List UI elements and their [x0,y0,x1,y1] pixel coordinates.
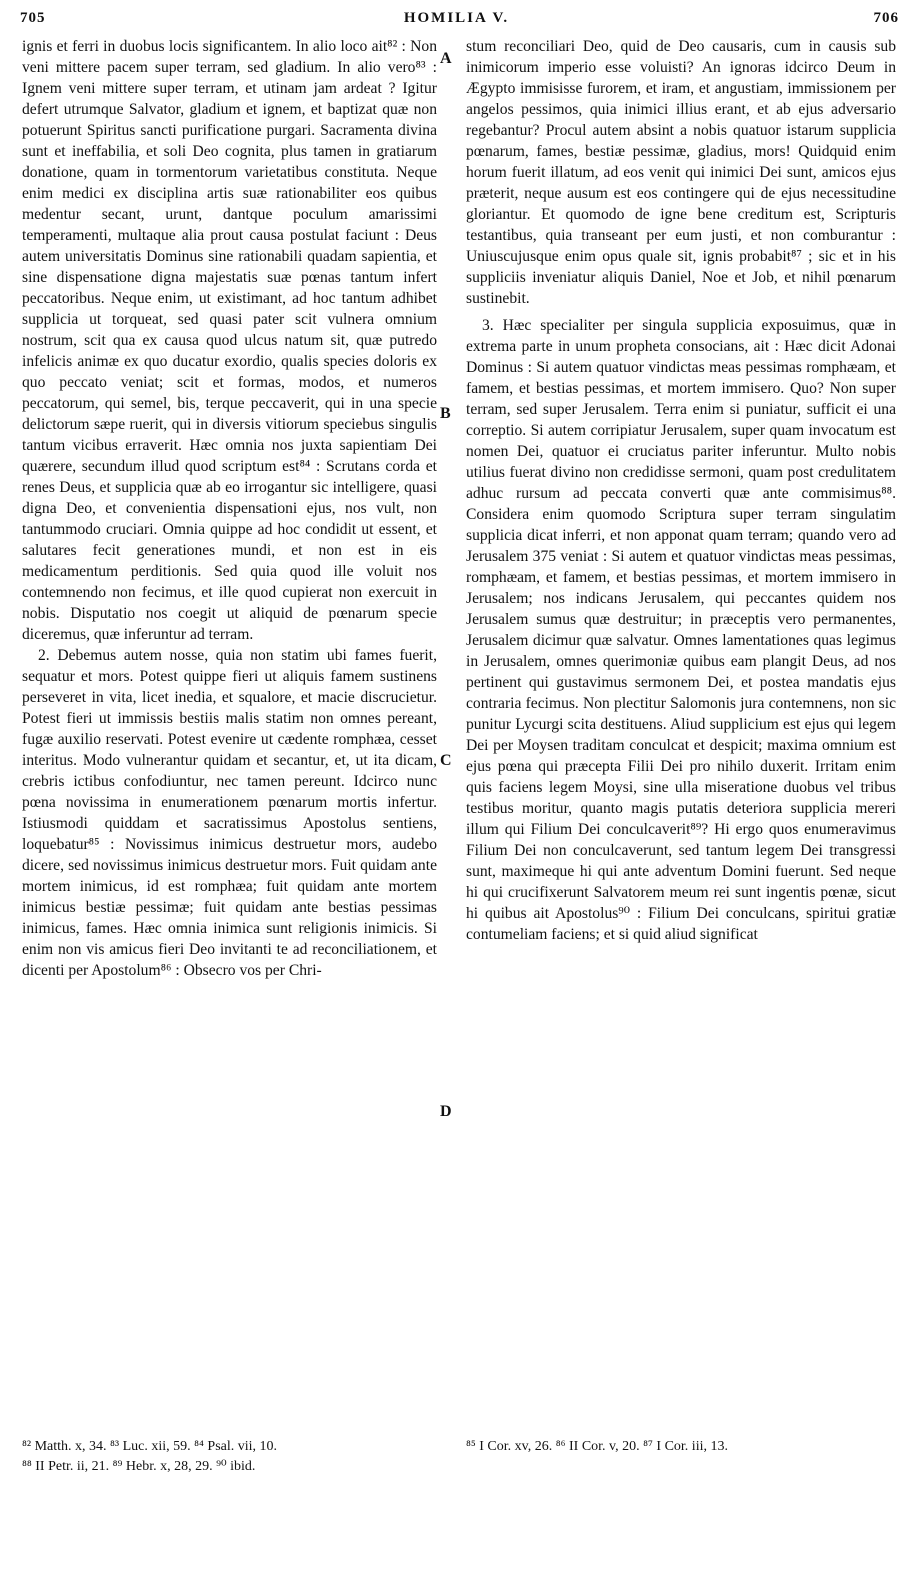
right-paragraph-1: stum reconciliari Deo, quid de Deo causaris, cum in causis sub inimicorum imperio esse voluisti? An ignoras idcirco Deum in Ægypto immisisse furorem, et iram, et angustiam, immissionem per angelos pessimos, quia inimici illius erant, et ab ejus adversario regebantur? Procul autem absint a nobis quatuor istarum supplicia pœnarum, fames, bestiæ pessimæ, gladius, mors! Quidquid enim horum fuerit illatum, ad eos venit qui inimici Dei sunt, amicos ejus præterit, neque ausum est eos contingere qui de ejus necessitudine gloriantur. Et quomodo de igne bene creditum est, Scripturis testantibus, quia transeant per eum justi, et non comburantur : Uniuscujusque enim opus quale sit, ignis probabit⁸⁷ ; sic et in his suppliciis inveniatur aliquis Daniel, Noe et Job, et nihil pœnarum sustinebit. [466,38,896,307]
footnote-line: ⁸⁸ II Petr. ii, 21. ⁸⁹ Hebr. x, 28, 29. ⁹⁰ ibid. [22,1459,256,1474]
page-header [0,0,913,34]
footnote-line: ⁸⁵ I Cor. xv, 26. ⁸⁶ II Cor. v, 20. ⁸⁷ I Cor. iii, 13. [466,1439,728,1454]
margin-letter-b: B [440,405,451,422]
left-column [22,36,437,981]
right-column [466,36,896,945]
running-title: HOMILIA V. [403,10,510,26]
margin-letter-d: D [440,1103,452,1120]
left-paragraph-2: 2. Debemus autem nosse, quia non statim ubi fames fuerit, sequatur et mors. Potest quippe fieri ut aliquis famem sustinens perseveret in vita, licet inedia, et squalore, et macie discrucietur. Potest fieri ut immissis bestiis malis statim non omnes pereant, fugæ auxilio reservati. Potest evenire ut cædente romphæa, cesset interitus. Modo vulnerantur quidam et secantur, et, ut ita dicam, crebris ictibus confodiuntur, nec tamen pereunt. Idcirco nunc pœna novissima in enumerationem pœnarum mortis infertur. Istiusmodi quiddam et sacratissimus Apostolus sentiens, loquebatur⁸⁵ : Novissimus inimicus destruetur mors, audebo dicere, sed novissimus inimicus destruetur mors. Fuit quidam ante mortem inimicus, id est romphæa; fuit quidam ante mortem inimicus bestiæ pessimæ; fuit quidam ante bestias pessimas inimicus, fames. Hæc omnia inimica sunt religionis inimicis. Si enim non vis amicus fieri Deo invitanti te ad reconciliationem, et dicenti per Apostolum⁸⁶ : Obsecro vos per Chri- [22,647,437,979]
footnote-line: ⁸² Matth. x, 34. ⁸³ Luc. xii, 59. ⁸⁴ Psal. vii, 10. [22,1439,278,1454]
right-paragraph-2: 3. Hæc specialiter per singula supplicia exposuimus, quæ in extrema parte in unum propheta consocians, ait : Hæc dicit Adonai Dominus : Si autem quatuor vindictas meas pessimas romphæam, et famem, et bestias pessimas, et mortem immisero. Quo? Non super terram, sed super Jerusalem. Terra enim si puniatur, sufficit ei una correptio. Si autem corripiatur Jerusalem, super quam invocatum est nomen Dei, quatuor ei cruciatus pariter inferuntur. Multo nobis utilius fuerat divino non credidisse sermoni, quam post credulitatem adhuc rursum ad peccata converti quæ ante commisimus⁸⁸. Considera enim quomodo Scriptura super terram singulatim supplicia dicat inferri, et non apponat quam terram; quando vero ad Jerusalem 375 veniat : Si autem et quatuor vindictas meas pessimas, romphæam, et famem, et bestias pessimas, et mortem immisero in Jerusalem; nos indicans Jerusalem, qui peccantes quidem nos Jerusalem sumus quæ destruitur; in præceptis vero permanentes, Jerusalem dicimur quæ salvatur. Omnes lamentationes quas legimus in Jerusalem, omnes querimoniæ quibus eam plangit Deus, ad nos pertinent qui gustavimus sermonem Dei, et postea mandatis ejus contraria fecimus. Non plectitur Salomonis jura contemnens, non sic punitur Lycurgi scita destituens. Aliud supplicium est ejus qui legem Dei per Moysen traditam conculcat et despicit; maxima omnium est ejus pœna qui præcepta Filii Dei pro nihilo duxerit. Irritam enim quis faciens legem Moysi, sine ulla miseratione duobus vel tribus testibus moritur, quanto magis putatis deteriora supplicia mereri illum qui Filium Dei conculcaverit⁸⁹? Hi ergo quos enumeravimus Filium Dei non conculcaverunt, sed tantum legem Dei transgressi sunt, maximeque hi qui ante adventum Domini fuerunt. Sed neque hi qui crucifixerunt Salvatorem meum rei sunt ingentis pœnæ, sicut hi quibus ait Apostolus⁹⁰ : Filium Dei conculcans, spiritui gratiæ contumeliam faciens; et si quid aliud significat [466,317,896,943]
footnotes-left [22,1437,437,1477]
page-number-right: 706 [873,10,899,26]
margin-letter-a: A [440,50,452,67]
footnotes-right [466,1437,896,1457]
page-number-left: 705 [20,10,46,26]
margin-letter-c: C [440,752,452,769]
left-paragraph-1: ignis et ferri in duobus locis significantem. In alio loco ait⁸² : Non veni mittere pacem super terram, sed gladium. In alio vero⁸³ : Ignem veni mittere super terram, et utinam jam ardeat ? Igitur defert utrumque Salvator, gladium et ignem, et baptizat quæ non potuerunt Spiritus sancti purificatione purgari. Sacramenta divina sunt et ineffabilia, et soli Deo cognita, plus tamen in gratiarum donatione, quam in tormentorum varietatibus constituta. Neque enim medici ex disciplina artis suæ rationabiliter eos quibus medentur secant, urunt, dantque poculum amarissimi temperamenti, multaque alia prout causa postulat faciunt : Deus autem universitatis Dominus sine rationabili quadam sapientia, et sine dispensatione digna majestatis suæ pœnas tantum infert peccatoribus. Neque enim, ut existimant, ad hoc tantum adhibet supplicia ut torqueat, sed quasi pater scit vulnera omnium nostrum, scit qua ex causa quod ulcus natum sit, quæ putredo infelicis animæ ex quo ducatur exordio, qualis species doloris ex quo peccato veniat; scit et formas, modos, et numeros peccatorum, qui semel, bis, terque peccaverit, qui in una specie delictorum sæpe ruerit, qui in diversis vitiorum speciebus singulis tantum vicibus erraverit. Hæc omnia nos juxta sapientiam Dei quærere, secundum illud quod scriptum est⁸⁴ : Scrutans corda et renes Deus, et supplicia quæ ab eo irrogantur sic intelligere, quasi digna Deo, et convenientia dispensationi ejus, nos vult, non tantummodo cruciari. Omnia quippe ad hoc condidit ut essent, et salutares fecit generationes mundi, et non est in eis medicamentum perditionis. Sed quia quod ille voluit nos contemnendo non fecimus, et ille quod cupierat non exercuit in nobis. Disputatio nos coegit ut aliquid de pœnarum specie diceremus, quæ inferuntur ad terram. [22,38,437,643]
